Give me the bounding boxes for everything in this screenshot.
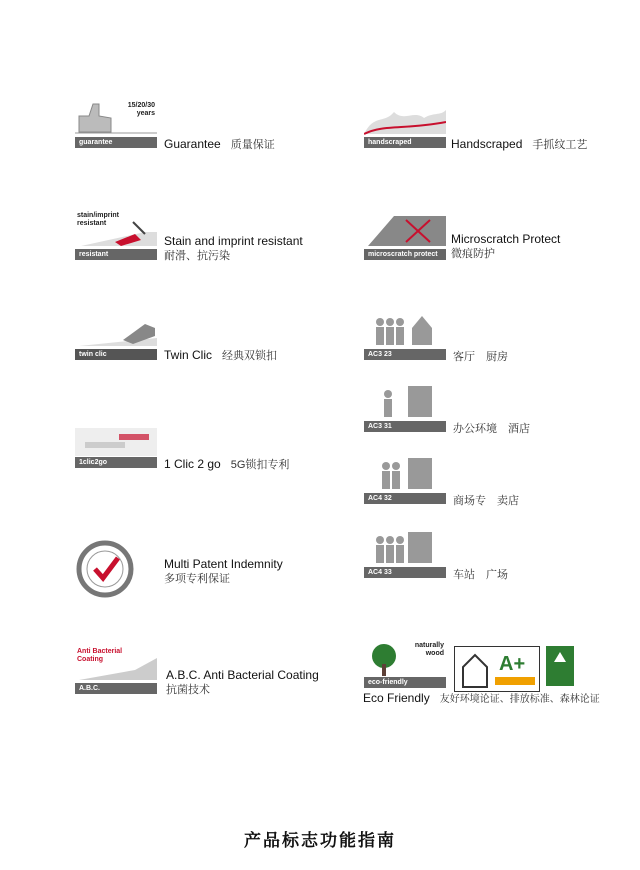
eco-friendly-icon (364, 642, 446, 688)
abc-en: A.B.C. Anti Bacterial Coating (166, 668, 319, 682)
patent-seal-icon (76, 540, 134, 598)
ac3-31-bar: AC3 31 (364, 421, 446, 432)
handscraped-bar: handscraped (364, 137, 446, 148)
ac3-31-icon (364, 384, 446, 432)
page-title: 产品标志功能指南 (244, 831, 396, 850)
abc-cn: 抗菌技术 (166, 684, 210, 696)
guarantee-label (164, 136, 275, 152)
twin-clic-en: Twin Clic (164, 348, 213, 362)
eco-label (363, 690, 600, 705)
stain-resistant-icon (75, 212, 157, 260)
guarantee-icon (75, 100, 157, 148)
abc-badge: Anti Bacterial Coating (77, 648, 123, 663)
twin-clic-bar: twin clic (75, 349, 157, 360)
eco-en: Eco Friendly (363, 691, 430, 705)
ac4-32-label (453, 492, 519, 508)
abc-label (166, 668, 319, 698)
stain-en: Stain and imprint resistant (164, 234, 303, 248)
ac3-31-cn: 办公环境 酒店 (453, 423, 530, 435)
stain-badge: stain/imprint resistant (77, 212, 120, 227)
1clic2go-label (164, 456, 289, 472)
ac4-32-bar: AC4 32 (364, 493, 446, 504)
guarantee-badge: 15/20/30 years (127, 102, 155, 117)
1clic2go-icon (75, 424, 157, 468)
abc-bar: A.B.C. (75, 683, 157, 694)
handscraped-icon (364, 104, 446, 148)
ac3-23-cn: 客厅 厨房 (453, 351, 508, 363)
handscraped-cn: 手抓纹工艺 (532, 139, 588, 151)
guarantee-en: Guarantee (164, 137, 221, 151)
microscratch-label (451, 232, 560, 262)
stain-cn: 耐滑、抗污染 (164, 250, 230, 262)
microscratch-cn: 微痕防护 (451, 248, 495, 260)
eco-bar: eco-friendly (364, 677, 446, 688)
twin-clic-icon (75, 318, 157, 360)
ac4-33-label (453, 566, 508, 582)
abc-icon (75, 648, 157, 694)
fsc-icon (546, 646, 574, 686)
ac4-33-bar: AC4 33 (364, 567, 446, 578)
1clic2go-bar: 1clic2go (75, 457, 157, 468)
ac4-32-cn: 商场专 卖店 (453, 495, 519, 507)
eco-badge: naturally wood (414, 642, 444, 657)
ac4-33-cn: 车站 广场 (453, 569, 508, 581)
twin-clic-label (164, 347, 277, 363)
microscratch-bar: microscratch protect (364, 249, 446, 260)
1clic2go-cn: 5G锁扣专利 (230, 459, 290, 471)
handscraped-label (451, 136, 587, 152)
guarantee-cn: 质量保证 (230, 139, 275, 151)
ac3-23-label (453, 348, 508, 364)
1clic2go-en: 1 Clic 2 go (164, 457, 221, 471)
eco-cn: 友好环境论证、排放标准、森林论证 (439, 694, 600, 705)
ac3-31-label (453, 420, 530, 436)
stain-label (164, 234, 303, 264)
stain-bar: resistant (75, 249, 157, 260)
ac4-32-icon (364, 456, 446, 504)
ac3-23-icon (364, 312, 446, 360)
emission-label-icon (454, 646, 540, 692)
patent-cn: 多项专利保证 (164, 573, 230, 585)
patent-label (164, 557, 283, 587)
patent-en: Multi Patent Indemnity (164, 557, 283, 571)
emission-grade: A+ (499, 653, 526, 675)
ac3-23-bar: AC3 23 (364, 349, 446, 360)
microscratch-icon (364, 212, 446, 260)
guarantee-bar: guarantee (75, 137, 157, 148)
ac4-33-icon (364, 530, 446, 578)
handscraped-en: Handscraped (451, 137, 523, 151)
microscratch-en: Microscratch Protect (451, 232, 561, 246)
twin-clic-cn: 经典双锁扣 (222, 350, 278, 362)
